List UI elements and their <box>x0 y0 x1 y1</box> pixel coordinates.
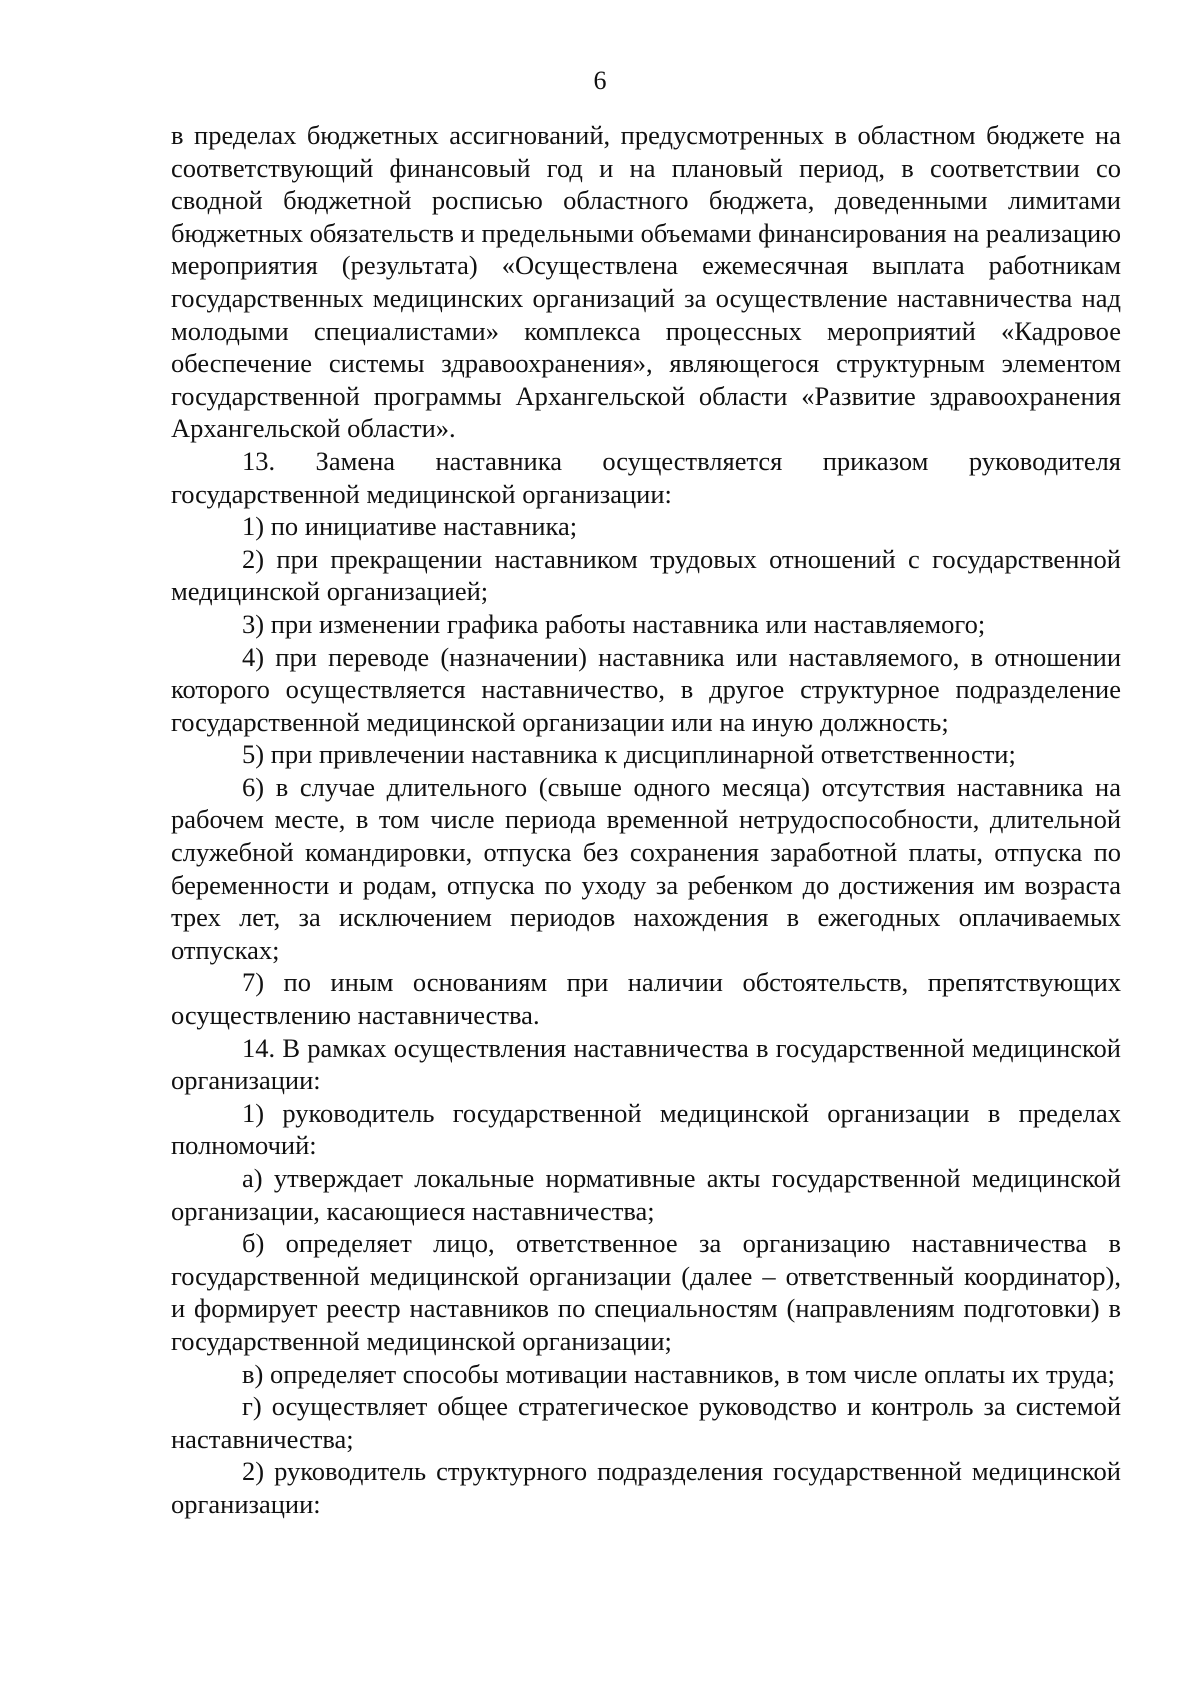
paragraph-budget-allocations: в пределах бюджетных ассигнований, предусмотренных в областном бюджете на соответствующий финансовый год и на плановый период, в соответствии со сводной бюджетной росписью областного бюджета, доведенными лимитами бюджетных обязательств и предельными объемами финансирования на реализацию мероприятия (результата) «Осуществлена ежемесячная выплата работникам государственных медицинских организаций за осуществление наставничества над молодыми специалистами» комплекса процессных мероприятий «Кадровое обеспечение системы здравоохранения», являющегося структурным элементом государственной программы Архангельской области «Развитие здравоохранения Архангельской области». <box>171 120 1121 444</box>
list-item-13-1: 1) по инициативе наставника; <box>242 511 578 542</box>
list-item-13-3: 3) при изменении графика работы наставника или наставляемого; <box>242 608 986 639</box>
list-item-13-7: 7) по иным основаниям при наличии обстоятельств, препятствующих осуществлению наставничества. <box>171 967 1121 1031</box>
list-item-13-6: 6) в случае длительного (свыше одного месяца) отсутствия наставника на рабочем месте, в том числе периода временной нетрудоспособности, длительной служебной командировки, отпуска без сохранения заработной платы, отпуска по беременности и родам, отпуска по уходу за ребенком до достижения им возраста трех лет, за исключением периодов нахождения в ежегодных оплачиваемых отпусках; <box>171 771 1121 965</box>
list-item-13-2: 2) при прекращении наставником трудовых отношений с государственной медицинской организацией; <box>171 543 1121 607</box>
list-item-14-1-b: б) определяет лицо, ответственное за организацию наставничества в государственной медицинской организации (далее – ответственный координатор), и формирует реестр наставников по специальностям (направлениям подготовки) в государственной медицинской организации; <box>171 1228 1121 1356</box>
page-number: 6 <box>593 66 607 95</box>
list-item-14-1: 1) руководитель государственной медицинской организации в пределах полномочий: <box>171 1097 1121 1161</box>
document-body <box>171 119 1121 1521</box>
list-item-13-4: 4) при переводе (назначении) наставника или наставляемого, в отношении которого осуществляется наставничество, в другое структурное подразделение государственной медицинской организации или на иную должность; <box>171 641 1121 737</box>
list-item-14-1-a: а) утверждает локальные нормативные акты государственной медицинской организации, касающиеся наставничества; <box>171 1163 1121 1226</box>
list-item-13-5: 5) при привлечении наставника к дисциплинарной ответственности; <box>242 739 1016 770</box>
paragraph-clause-14: 14. В рамках осуществления наставничества в государственной медицинской организации: <box>171 1032 1121 1096</box>
list-item-14-1-v: в) определяет способы мотивации наставников, в том числе оплаты их труда; <box>242 1358 1115 1389</box>
paragraph-clause-13: 13. Замена наставника осуществляется приказом руководителя государственной медицинской организации: <box>171 445 1121 509</box>
list-item-14-1-g: г) осуществляет общее стратегическое руководство и контроль за системой наставничества; <box>171 1391 1121 1454</box>
list-item-14-2: 2) руководитель структурного подразделения государственной медицинской организации: <box>171 1456 1121 1519</box>
